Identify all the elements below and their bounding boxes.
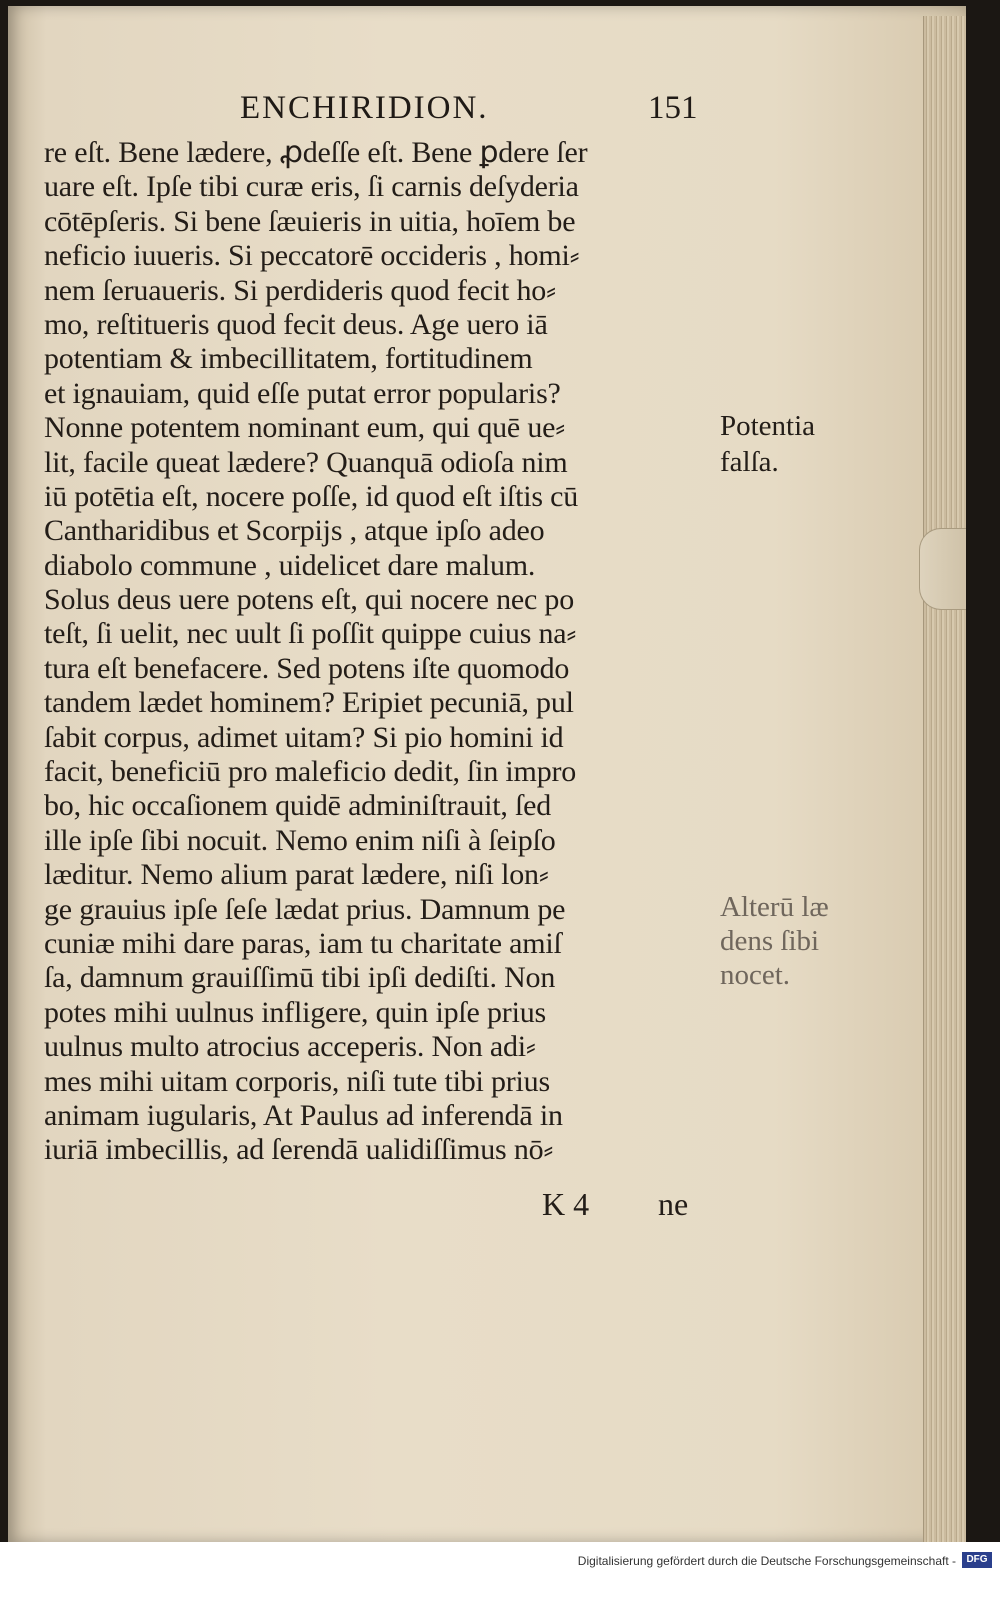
signature-line [542,1186,722,1226]
signature-mark: K 4 [542,1186,590,1222]
marginal-note [720,408,815,480]
text-line: mes mihi uitam corporis, niſi tute tibi prius [44,1064,550,1098]
text-line: Nonne potentem nominant eum, qui quē ue⸗ [44,411,566,445]
dfg-logo: DFG [962,1552,992,1568]
text-line: re eſt. Bene lædere, ꝓdeſſe eſt. Bene ꝑdere ſer [44,136,588,169]
text-line: neficio iuueris. Si peccatorē occideris , homi⸗ [44,239,580,273]
page-number: 151 [648,90,698,126]
text-line: facit, beneficiū pro maleficio dedit, ſin impro [44,755,577,789]
text-line: potentiam & imbecillitatem, fortitudinem [44,342,533,376]
text-line: teſt, ſi uelit, nec uult ſi poſſit quippe cuius na⸗ [44,617,577,651]
text-line: Solus deus uere potens eſt, qui nocere nec po [44,583,575,617]
text-line: Cantharidibus et Scorpijs , atque ipſo adeo [44,514,545,548]
catchword: ne [658,1186,689,1222]
text-line: et ignauiam, quid eſſe putat error popularis? [44,376,561,410]
footer-bar [0,1542,1000,1602]
text-line: lit, facile queat lædere? Quanquā odioſa nim [44,445,568,479]
text-line: potes mihi uulnus infligere, quin ipſe prius [44,995,546,1029]
text-line: iuriā imbecillis, ad ſerendā ualidiſſimus nō⸗ [44,1133,554,1167]
text-line: ſabit corpus, adimet uitam? Si pio homini id [44,720,564,754]
text-line: bo, hic occaſionem quidē adminiſtrauit, ſed [44,789,552,823]
text-line: diabolo commune , uidelicet dare malum. [44,548,536,582]
text-line: læditur. Nemo alium parat lædere, niſi lon⸗ [44,858,549,892]
text-line: uare eſt. Ipſe tibi curæ eris, ſi carnis deſyderia [44,170,579,204]
text-line: cuniæ mihi dare paras, iam tu charitate amiſ [44,926,562,960]
funding-credit: Digitalisierung gefördert durch die Deutsche Forschungsgemeinschaft - [577,1554,956,1568]
page-edges [923,16,966,1546]
marginal-note-line: falſa. [720,446,779,478]
text-line: tura eſt benefacere. Sed potens iſte quomodo [44,651,570,685]
marginal-note-line: dens ſibi [720,925,820,957]
marginal-note [720,890,829,992]
paper-leaf [8,6,966,1542]
text-line: ille ipſe ſibi nocuit. Nemo enim niſi à ſeipſo [44,823,556,857]
marginal-note-line: Potentia [720,410,816,442]
text-line: cōtēpſeris. Si bene ſæuieris in uitia, hoīem be [44,204,576,238]
page-tab-marker [919,528,966,610]
text-line: ſa, damnum grauiſſimū tibi ipſi dediſti. Non [44,961,556,995]
text-line: ge grauius ipſe ſeſe lædat prius. Damnum pe [44,892,566,926]
page-header [8,90,728,136]
text-line: tandem lædet hominem? Eripiet pecuniā, pul [44,686,574,720]
marginal-note-line: nocet. [720,959,791,991]
main-text-block [44,136,714,1168]
marginal-note-line: Alterū læ [720,891,829,923]
text-line: nem ſeruaueris. Si perdideris quod fecit ho⸗ [44,273,556,307]
text-line: uulnus multo atrocius acceperis. Non adi⸗ [44,1030,536,1064]
text-line: animam iugularis, At Paulus ad inferendā in [44,1098,563,1132]
text-line: iū potētia eſt, nocere poſſe, id quod eſt iſtis cū [44,479,579,513]
text-line: mo, reſtitueris quod fecit deus. Age uero iā [44,307,548,341]
running-title: ENCHIRIDION. [240,90,489,126]
